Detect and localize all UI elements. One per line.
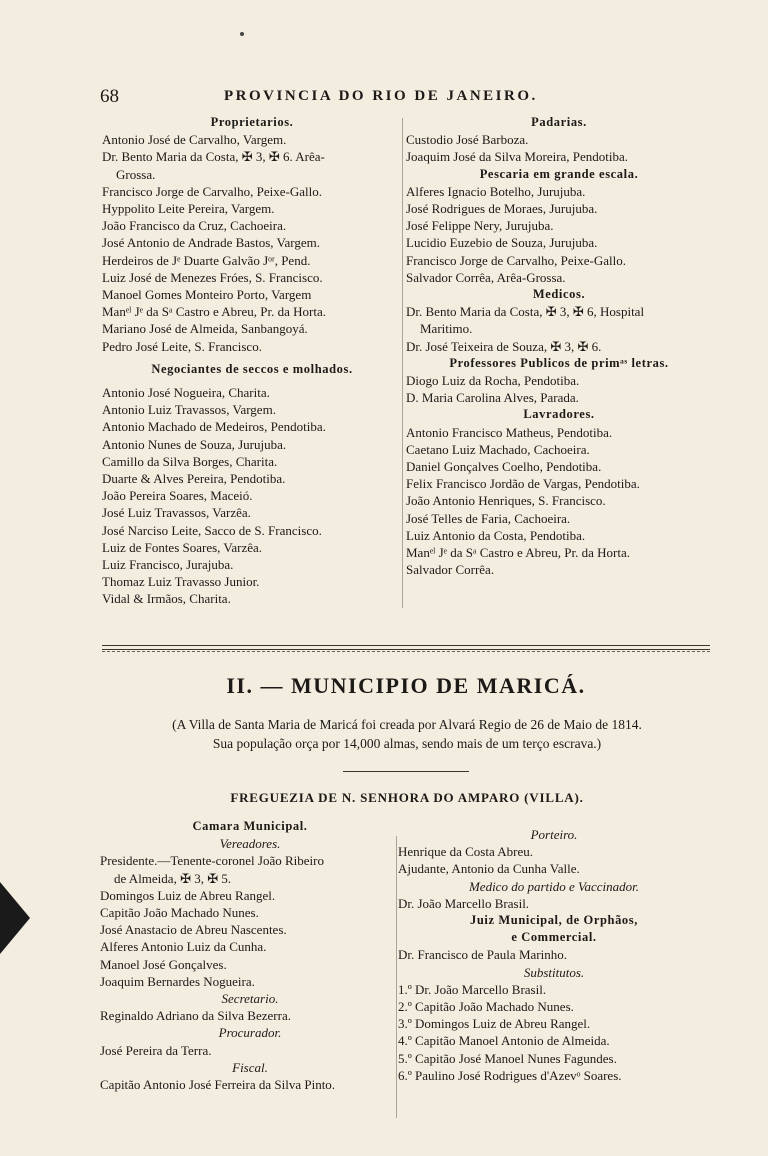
entry-line: José Pereira da Terra. (100, 1042, 212, 1058)
entry-line: Salvador Corrêa. (406, 562, 495, 578)
entry-line: de Almeida, ✠ 3, ✠ 5. (114, 870, 232, 886)
entry-line: José Rodrigues de Moraes, Jurujuba. (406, 201, 598, 217)
entry-line: Antonio Luiz Travassos, Vargem. (102, 402, 276, 418)
section-rule (102, 645, 710, 650)
entry-line: Hyppolito Leite Pereira, Vargem. (102, 201, 275, 217)
entry-line: Antonio José de Carvalho, Vargem. (102, 132, 287, 148)
entry-line: 4.º Capitão Manoel Antonio de Almeida. (398, 1033, 610, 1049)
section-heading: Lavradores. (523, 407, 595, 422)
entry-line: Alferes Ignacio Botelho, Jurujuba. (406, 183, 586, 199)
entry-line: 6.º Paulino José Rodrigues d'Azevᵒ Soares. (398, 1067, 622, 1083)
section-title: II. — MUNICIPIO DE MARICÁ. (226, 673, 586, 698)
entry-line: D. Maria Carolina Alves, Parada. (406, 390, 579, 406)
column-divider-bottom (396, 836, 397, 1118)
short-rule (343, 771, 469, 772)
entry-line: Luiz de Fontes Soares, Varzêa. (102, 539, 263, 555)
entry-line: Pedro José Leite, S. Francisco. (102, 338, 262, 354)
entry-line: Manoel José Gonçalves. (100, 956, 227, 972)
entry-line: Grossa. (116, 166, 156, 182)
entry-line: 3.º Domingos Luiz de Abreu Rangel. (398, 1016, 591, 1032)
thumb-shadow (0, 882, 30, 954)
entry-line: Luiz Francisco, Jurajuba. (102, 557, 234, 573)
entry-line: Alferes Antonio Luiz da Cunha. (100, 939, 267, 955)
entry-line: 2.º Capitão João Machado Nunes. (398, 999, 574, 1015)
role-heading: Procurador. (218, 1025, 282, 1041)
entry-line: Capitão João Machado Nunes. (100, 905, 259, 921)
entry-line: José Anastacio de Abreu Nascentes. (100, 922, 287, 938)
entry-line: Diogo Luiz da Rocha, Pendotiba. (406, 373, 580, 389)
bottom-right-column (398, 826, 710, 1084)
role-heading: Substitutos. (523, 964, 585, 980)
entry-line: Manᵉˡ Jᵉ da Sᵃ Castro e Abreu, Pr. da Horta. (102, 304, 326, 320)
section-intro (102, 715, 712, 753)
entry-line: Luiz José de Menezes Fróes, S. Francisco. (102, 269, 323, 285)
entry-line: 1.º Dr. João Marcello Brasil. (398, 981, 547, 997)
entry-line: João Antonio Henriques, S. Francisco. (406, 493, 606, 509)
entry-line: Duarte & Alves Pereira, Pendotiba. (102, 471, 286, 487)
role-heading: Vereadores. (219, 836, 281, 852)
entry-line: Vidal & Irmãos, Charita. (102, 591, 231, 607)
ink-speck (240, 32, 244, 36)
entry-line: José Telles de Faria, Cachoeira. (406, 510, 571, 526)
entry-line: José Felippe Nery, Jurujuba. (406, 218, 554, 234)
section-heading: Negociantes de seccos e molhados. (151, 361, 353, 376)
entry-line: Dr. José Teixeira de Souza, ✠ 3, ✠ 6. (406, 338, 602, 354)
entry-line: Thomaz Luiz Travasso Junior. (102, 574, 260, 590)
role-heading: Porteiro. (530, 827, 578, 842)
role-heading: Fiscal. (232, 1059, 268, 1075)
page-title: PROVINCIA DO RIO DE JANEIRO. (224, 88, 538, 104)
entry-line: Dr. Francisco de Paula Marinho. (398, 947, 567, 963)
entry-line: Dr. Bento Maria da Costa, ✠ 3, ✠ 6. Arêa- (102, 149, 325, 165)
entry-line: Salvador Corrêa, Arêa-Grossa. (406, 269, 566, 285)
section-heading: Professores Publicos de primᵃˢ letras. (449, 355, 669, 370)
entry-line: Joaquim Bernardes Nogueira. (100, 973, 255, 989)
entry-line: Herdeiros de Jᵉ Duarte Galvão Jᵒʳ, Pend. (102, 252, 311, 268)
section-heading: Camara Municipal. (192, 819, 308, 833)
entry-line: Ajudante, Antonio da Cunha Valle. (398, 861, 580, 877)
entry-line: Luiz Antonio da Costa, Pendotiba. (406, 527, 586, 543)
entry-line: 5.º Capitão José Manoel Nunes Fagundes. (398, 1050, 617, 1066)
section-heading: Proprietarios. (210, 115, 294, 129)
entry-line: Maritimo. (420, 321, 473, 337)
section-rule-dashed (102, 651, 710, 652)
section-heading: Pescaria em grande escala. (479, 166, 639, 181)
entry-line: Camillo da Silva Borges, Charita. (102, 453, 278, 469)
role-heading: Medico do partido e Vaccinador. (468, 878, 640, 894)
entry-line: José Antonio de Andrade Bastos, Vargem. (102, 235, 320, 251)
section-heading: Padarias. (531, 115, 587, 129)
entry-line: Capitão Antonio José Ferreira da Silva Pinto. (100, 1077, 336, 1093)
top-left-column (102, 114, 402, 608)
entry-line: José Luiz Travassos, Varzêa. (102, 505, 251, 521)
top-right-column (406, 114, 712, 578)
entry-line: Felix Francisco Jordão de Vargas, Pendotiba. (406, 476, 640, 492)
entry-line: Daniel Gonçalves Coelho, Pendotiba. (406, 459, 602, 475)
entry-line: Antonio Francisco Matheus, Pendotiba. (406, 424, 613, 440)
entry-line: Manᵉˡ Jᵉ da Sᵃ Castro e Abreu, Pr. da Horta. (406, 545, 630, 561)
entry-line: Dr. Bento Maria da Costa, ✠ 3, ✠ 6, Hospital (406, 304, 645, 320)
intro-line-2: Sua população orça por 14,000 almas, sendo mais de um terço escrava.) (212, 736, 602, 751)
column-divider (402, 118, 403, 608)
entry-line: Mariano José de Almeida, Sanbangoyá. (102, 321, 308, 337)
entry-line: Custodio José Barboza. (406, 132, 529, 148)
entry-line: Dr. João Marcello Brasil. (398, 895, 530, 911)
section-heading: e Commercial. (511, 930, 597, 945)
entry-line: Lucidio Euzebio de Souza, Jurujuba. (406, 235, 598, 251)
role-heading: Secretario. (221, 991, 279, 1007)
page-number: 68 (100, 86, 119, 107)
section-heading: Juiz Municipal, de Orphãos, (470, 913, 638, 928)
entry-line: Francisco Jorge de Carvalho, Peixe-Gallo. (406, 252, 626, 268)
entry-line: Antonio José Nogueira, Charita. (102, 385, 270, 401)
entry-line: João Francisco da Cruz, Cachoeira. (102, 218, 287, 234)
entry-line: Henrique da Costa Abreu. (398, 844, 534, 860)
entry-line: João Pereira Soares, Maceió. (102, 488, 253, 504)
entry-line: Manoel Gomes Monteiro Porto, Vargem (102, 287, 312, 303)
entry-line: Antonio Machado de Medeiros, Pendotiba. (102, 419, 326, 435)
entry-line: Domingos Luiz de Abreu Rangel. (100, 887, 276, 903)
entry-line: Antonio Nunes de Souza, Jurujuba. (102, 436, 287, 452)
intro-line-1: (A Villa de Santa Maria de Maricá foi creada por Alvará Regio de 26 de Maio de 1814. (172, 717, 642, 732)
freguezia-heading: FREGUEZIA DE N. SENHORA DO AMPARO (VILLA). (230, 790, 584, 805)
page-header (100, 86, 710, 110)
entry-line: José Narciso Leite, Sacco de S. Francisco. (102, 522, 322, 538)
entry-line: Joaquim José da Silva Moreira, Pendotiba. (406, 149, 629, 165)
section-heading: Medicos. (532, 287, 586, 302)
entry-line: Reginaldo Adriano da Silva Bezerra. (100, 1008, 291, 1024)
bottom-left-column (100, 818, 400, 1093)
entry-line: Presidente.—Tenente-coronel João Ribeiro (100, 853, 324, 869)
entry-line: Caetano Luiz Machado, Cachoeira. (406, 441, 590, 457)
entry-line: Francisco Jorge de Carvalho, Peixe-Gallo. (102, 183, 322, 199)
